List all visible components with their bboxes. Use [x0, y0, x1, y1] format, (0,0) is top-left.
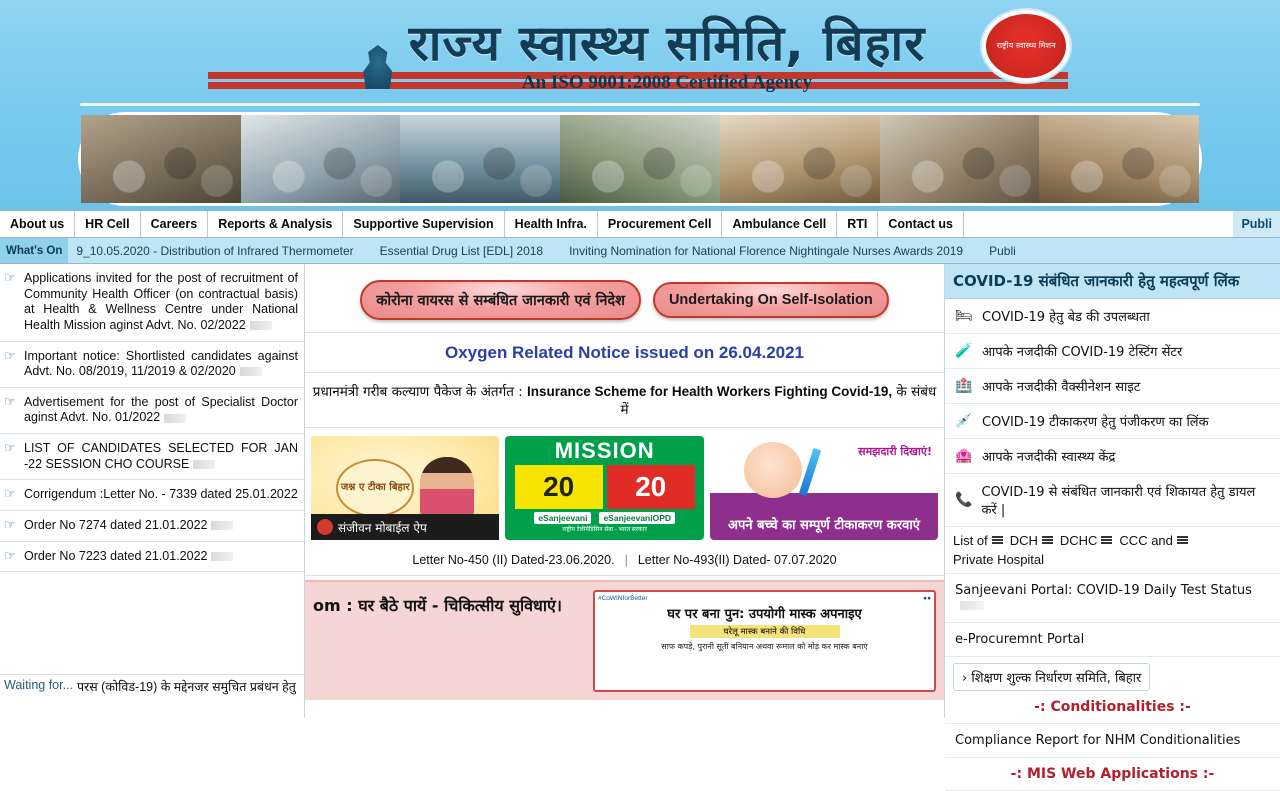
header-photo: [400, 115, 560, 203]
covid-link-vaccination-registration[interactable]: [945, 404, 1280, 439]
header-photo: [560, 115, 720, 203]
pointing-hand-icon: ☞: [4, 486, 16, 502]
header-photo-strip: [78, 112, 1202, 206]
esanjeevani-label: eSanjeevani: [534, 512, 591, 524]
ticker-item[interactable]: Publi: [989, 243, 1016, 258]
notice-text: Corrigendum :Letter No. - 7339 dated 25.01.2022: [24, 487, 298, 502]
list-item[interactable]: [0, 542, 304, 573]
site-title: राज्य स्वास्थ्य समिति, बिहार: [408, 15, 926, 73]
fee-regulation-committee-link[interactable]: [953, 663, 1150, 691]
list-of-private-hospital[interactable]: Private Hospital: [953, 552, 1045, 567]
pointing-hand-icon: ☞: [4, 547, 16, 563]
mask-poster-title: घर पर बना पुन: उपयोगी मास्क अपनाइए: [667, 607, 862, 622]
letters-separator: |: [624, 553, 628, 567]
list-of-prefix: List of: [953, 533, 988, 548]
notice-text: Important notice: Shortlisted candidates against Advt. No. 08/2019, 11/2019 & 02/2020: [24, 348, 298, 379]
letter-link-1[interactable]: Letter No-450 (II) Dated-23.06.2020.: [412, 553, 615, 567]
state-emblem-icon: [355, 23, 401, 89]
app-logo-icon: [317, 519, 333, 535]
list-item[interactable]: [0, 511, 304, 542]
mask-poster-top: [598, 595, 931, 602]
mission-2020-banner[interactable]: [505, 436, 703, 540]
clinic-icon: 🏩: [955, 448, 973, 464]
self-isolation-undertaking-button[interactable]: Undertaking On Self-Isolation: [653, 282, 889, 318]
ticker-item[interactable]: Inviting Nomination for National Florence Nightingale Nurses Awards 2019: [569, 243, 964, 258]
covid-link-bed-availability[interactable]: [945, 299, 1280, 334]
nav-item-hr-cell[interactable]: HR Cell: [75, 211, 140, 237]
mask-poster-logo: ●●: [923, 595, 931, 602]
ticker-item[interactable]: 9_10.05.2020 - Distribution of Infrared Thermometer: [76, 243, 354, 258]
fee-regulation-label: शिक्षण शुल्क निर्धारण समिति, बिहार: [971, 671, 1142, 686]
new-badge-icon: [211, 552, 233, 561]
mission-num-right: 20: [607, 465, 695, 509]
site-header: [0, 0, 1280, 210]
mask-poster-subtitle: घरेलू मास्क बनाने की विधि: [690, 625, 840, 638]
header-divider: [80, 103, 1200, 106]
mis-web-applications-title: -: MIS Web Applications :-: [945, 758, 1280, 791]
pointing-hand-icon: ☞: [4, 393, 16, 409]
sanjeevan-app-bar: [311, 514, 499, 540]
ticker-item[interactable]: Essential Drug List [EDL] 2018: [379, 243, 544, 258]
pointing-hand-icon: ☞: [4, 516, 16, 532]
nhm-logo-icon: [980, 8, 1072, 84]
bed-icon: 🛏: [955, 308, 973, 324]
ticker-label: What's On: [0, 238, 68, 263]
main-content-panel: [305, 264, 945, 718]
nav-item-supportive-supervision[interactable]: Supportive Supervision: [343, 211, 504, 237]
header-photo: [241, 115, 401, 203]
test-tube-icon: 🧪: [955, 343, 973, 359]
list-icon: [1177, 536, 1188, 545]
notice-text: Advertisement for the post of Specialist Doctor aginst Advt. No. 01/2022: [24, 394, 298, 425]
letters-row: [305, 546, 944, 576]
list-item[interactable]: [0, 480, 304, 511]
notice-text: Order No 7223 dated 21.01.2022: [24, 548, 208, 563]
mission-label: MISSION: [554, 438, 655, 463]
header-photo: [1039, 115, 1199, 203]
pmgky-scheme-name: Insurance Scheme for Health Workers Fighting Covid-19,: [527, 384, 893, 399]
eprocurement-label: e-Procuremnt Portal: [955, 632, 1085, 647]
sanjeevani-portal-link[interactable]: [945, 574, 1280, 623]
nav-item-public[interactable]: Publi: [1233, 211, 1280, 237]
list-icon: [1101, 536, 1112, 545]
immunization-bottom-text: अपने बच्चे का सम्पूर्ण टीकाकरण करवाएं: [728, 518, 920, 534]
nav-item-procurement-cell[interactable]: Procurement Cell: [598, 211, 723, 237]
new-badge-icon: [193, 460, 215, 469]
ticker-items: [68, 244, 1015, 258]
eprocurement-portal-link[interactable]: [945, 623, 1280, 657]
banner-row: [305, 428, 944, 546]
phone-icon: 📞: [955, 492, 973, 508]
pmgky-prefix: प्रधानमंत्री गरीब कल्याण पैकेज के अंतर्गत :: [312, 384, 528, 400]
header-text-block: [408, 15, 926, 93]
page-content: [0, 264, 1280, 782]
telemedicine-band: [305, 580, 944, 700]
status-bar: [0, 674, 304, 718]
covid-link-label: COVID-19 से संबंधित जानकारी एवं शिकायत हेतु डायल करें |: [981, 485, 1256, 518]
banner-illustration: [420, 457, 474, 519]
sanjeevan-app-label: संजीवन मोबाईल ऐप: [338, 520, 427, 535]
nav-item-ambulance-cell[interactable]: Ambulance Cell: [722, 211, 837, 237]
jashn-e-teeka-label: जश्न ए टीका बिहार: [336, 459, 414, 517]
letter-link-2[interactable]: Letter No-493(II) Dated- 07.07.2020: [637, 553, 837, 567]
notice-text: LIST OF CANDIDATES SELECTED FOR JAN -22 SESSION CHO COURSE: [24, 441, 298, 471]
mission-num-left: 20: [515, 465, 603, 509]
covid-link-label: COVID-19 टीकाकरण हेतु पंजीकरण का लिंक: [982, 415, 1209, 430]
list-item[interactable]: [0, 388, 304, 434]
status-text: परस (कोविड-19) के मद्देनजर समुचित प्रबंधन हेतु: [77, 680, 296, 694]
new-badge-icon: [240, 367, 262, 376]
whats-on-ticker: [0, 238, 1280, 264]
nav-item-contact-us[interactable]: Contact us: [878, 211, 964, 237]
esanjeevani-opd-label: eSanjeevaniOPD: [599, 512, 675, 524]
nav-item-reports-analysis[interactable]: Reports & Analysis: [208, 211, 343, 237]
list-icon: [992, 536, 1003, 545]
corona-info-button[interactable]: कोरोना वायरस से सम्बंधित जानकारी एवं निदेश: [360, 280, 641, 320]
pmgky-insurance-line: [305, 373, 944, 428]
list-item[interactable]: [0, 342, 304, 388]
list-of-dch[interactable]: DCH: [1009, 533, 1038, 548]
header-photo: [880, 115, 1040, 203]
notice-text: Applications invited for the post of recruitment of Community Health Officer (on contractual basis) at Health & Wellness Centre under National Health Mission aginst Advt. No. 02/2022: [24, 271, 298, 332]
covid-link-label: आपके नजदीकी COVID-19 टेस्टिंग सेंटर: [982, 345, 1183, 360]
hospital-list-row: [945, 527, 1280, 574]
covid-link-testing-center[interactable]: [945, 334, 1280, 369]
list-item[interactable]: [0, 434, 304, 480]
pointing-hand-icon: ☞: [4, 347, 16, 363]
syringe-icon: 💉: [955, 413, 973, 429]
sanjeevan-app-banner[interactable]: [311, 436, 499, 540]
nav-item-about-us[interactable]: About us: [0, 211, 75, 237]
list-item[interactable]: [0, 264, 304, 342]
covid-link-label: आपके नजदीकी वैक्सीनेशन साइट: [982, 380, 1141, 395]
header-photo: [720, 115, 880, 203]
pmgky-suffix: के संबंध में: [620, 384, 937, 418]
list-of-ccc[interactable]: CCC and: [1119, 533, 1173, 548]
new-badge-icon: [164, 414, 186, 423]
covid-link-vaccination-site[interactable]: [945, 369, 1280, 404]
pointing-hand-icon: ☞: [4, 270, 16, 285]
covid-panel-title: COVID-19 संबंधित जानकारी हेतु महत्वपूर्ण लिंक: [945, 264, 1280, 299]
immunization-top-text: समझदारी दिखाएं!: [858, 445, 933, 458]
list-of-dchc[interactable]: DCHC: [1059, 533, 1098, 548]
conditionalities-compliance-link[interactable]: Compliance Report for NHM Conditionalities: [945, 724, 1280, 758]
site-subtitle: An ISO 9001:2008 Certified Agency: [521, 71, 813, 93]
conditionalities-title: -: Conditionalities :-: [945, 691, 1280, 724]
baby-illustration: [744, 442, 802, 498]
nav-item-rti[interactable]: RTI: [837, 211, 878, 237]
list-icon: [1042, 536, 1053, 545]
covid-links-panel: [945, 264, 1280, 782]
immunization-banner[interactable]: [710, 436, 938, 540]
telemedicine-text: om : घर बैठे पायें - चिकित्सीय सुविधाएं।: [313, 596, 562, 615]
pointing-hand-icon: ☞: [4, 440, 16, 455]
mission-numbers: [515, 465, 695, 509]
status-label: Waiting for...: [4, 678, 74, 692]
notice-text: Order No 7274 dated 21.01.2022: [24, 517, 208, 532]
new-badge-icon: [250, 321, 272, 330]
nav-item-health-infra[interactable]: Health Infra.: [505, 211, 598, 237]
header-title-wrap: [0, 6, 1280, 106]
main-navigation: [0, 210, 1280, 238]
covid-link-health-center[interactable]: [945, 439, 1280, 474]
nhm-logo-inner: राष्ट्रीय स्वास्थ्य मिशन: [986, 14, 1066, 78]
mission-tagline: राष्ट्रीय टेलीमेडिसिन सेवा - भारत सरकार: [562, 527, 647, 533]
covid-link-label: आपके नजदीकी स्वास्थ्य केंद्र: [982, 450, 1116, 465]
esanjeevani-subtags: [534, 512, 675, 524]
covid-link-helpline[interactable]: [945, 474, 1280, 527]
highlight-buttons-row: [305, 264, 944, 333]
new-badge-icon: [211, 521, 233, 530]
chevron-right-icon: ›: [962, 671, 968, 686]
mask-poster-hash: #CoWINforBetter: [598, 595, 648, 602]
notices-panel: [0, 264, 305, 718]
oxygen-notice-link[interactable]: Oxygen Related Notice issued on 26.04.2021: [305, 333, 944, 373]
mask-poster[interactable]: [593, 590, 936, 692]
header-photo: [81, 115, 241, 203]
syringe-icon: [799, 448, 821, 496]
hospital-icon: 🏥: [955, 378, 973, 394]
new-badge-icon: [960, 601, 984, 610]
mask-poster-line: साफ कपड़े, पुरानी सूती बनियान अथवा रूमाल को मोड़ कर मास्क बनाएं: [661, 642, 868, 651]
sanjeevani-portal-label: Sanjeevani Portal: COVID-19 Daily Test Status: [955, 583, 1252, 598]
covid-link-label: COVID-19 हेतु बेड की उपलब्धता: [982, 310, 1150, 325]
nav-item-careers[interactable]: Careers: [141, 211, 209, 237]
